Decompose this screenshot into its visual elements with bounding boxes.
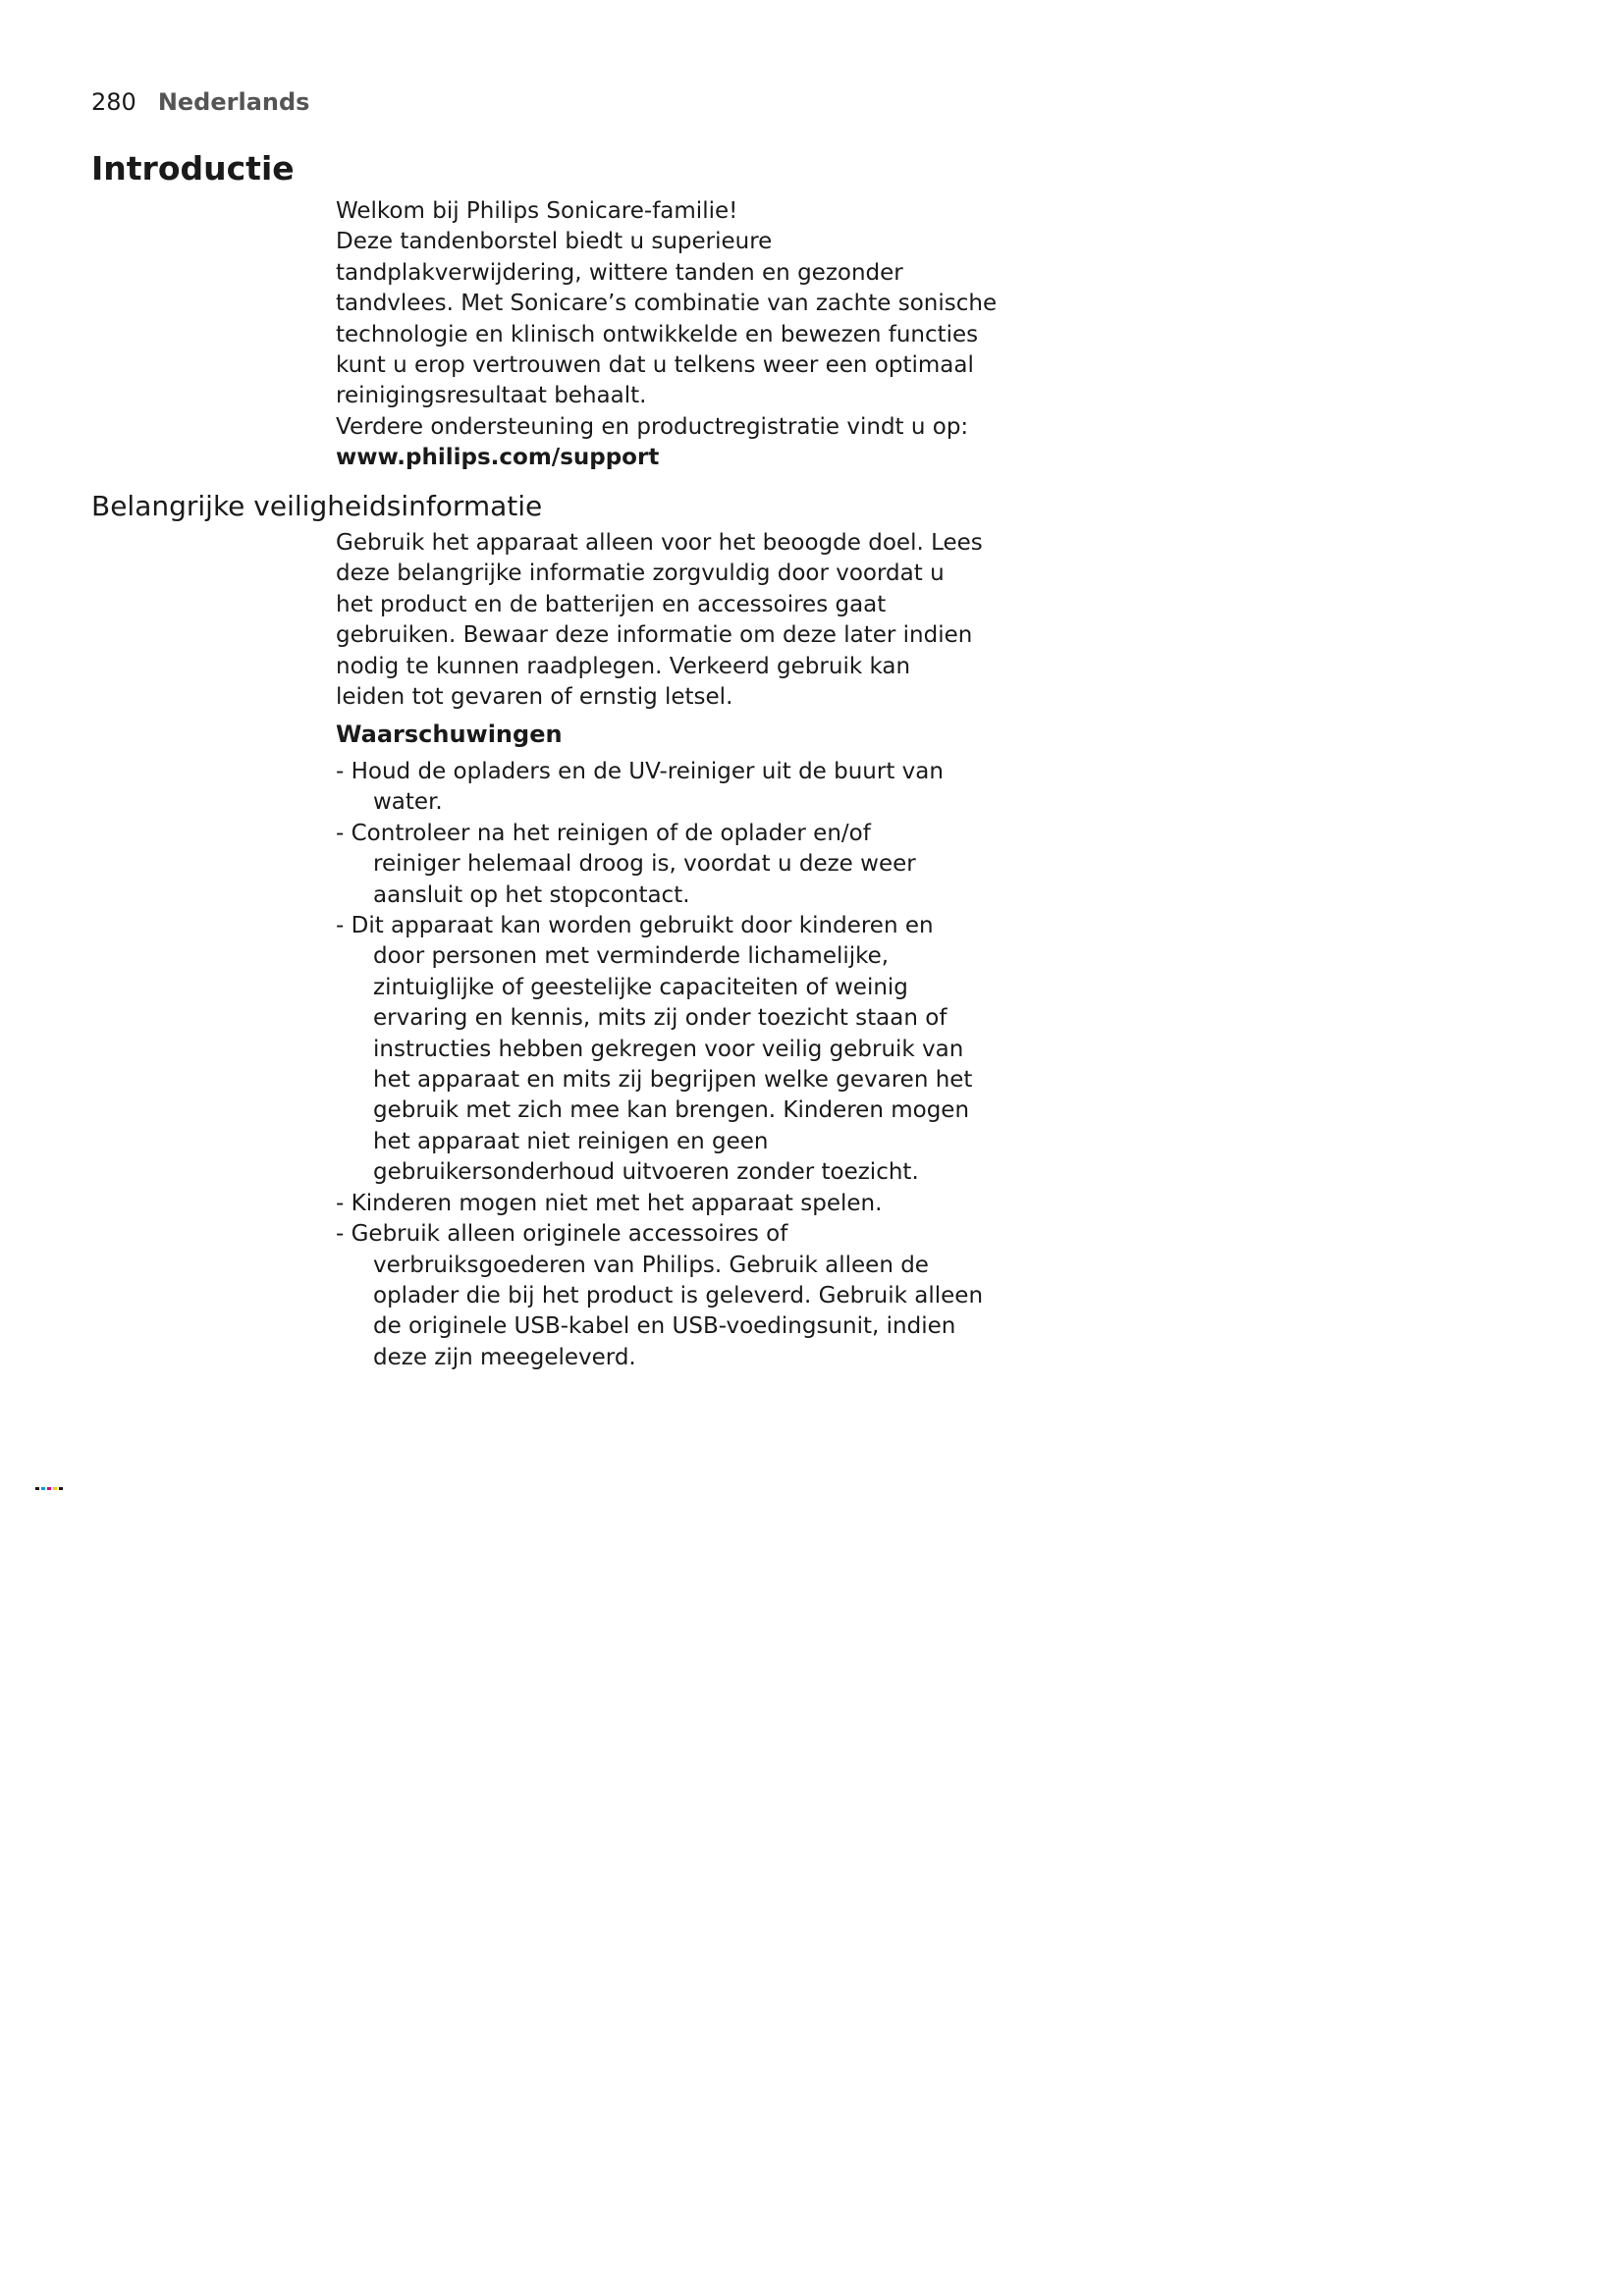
safety-line: Gebruik het apparaat alleen voor het beoogde doel. Lees (336, 530, 983, 556)
warnings-list (336, 757, 1023, 1373)
warning-item (336, 819, 1023, 911)
safety-line: leiden tot gevaren of ernstig letsel. (336, 684, 733, 711)
introduction-heading: Introductie (91, 149, 295, 187)
warning-continuation-line: het apparaat en mits zij begrijpen welke gevaren het (373, 1067, 973, 1094)
intro-line: tandvlees. Met Sonicare’s combinatie van zachte sonische (336, 291, 998, 317)
warning-continuation-line: water. (373, 789, 443, 816)
print-mark-swatch (47, 1487, 51, 1490)
warning-continuation-line: verbruiksgoederen van Philips. Gebruik alleen de (373, 1252, 929, 1278)
warning-continuation-line: oplader die bij het product is geleverd. Gebruik alleen (373, 1282, 984, 1308)
warning-continuation-line: het apparaat niet reinigen en geen (373, 1128, 769, 1154)
print-registration-marks (35, 1487, 63, 1490)
warning-first-line: - Kinderen mogen niet met het apparaat spelen. (336, 1190, 883, 1216)
intro-line: reinigingsresultaat behaalt. (336, 383, 647, 409)
safety-line: nodig te kunnen raadplegen. Verkeerd gebruik kan (336, 653, 911, 679)
support-link[interactable]: www.philips.com/support (336, 445, 660, 471)
intro-line: kunt u erop vertrouwen dat u telkens weer een optimaal (336, 352, 974, 379)
intro-line: Deze tandenborstel biedt u superieure (336, 229, 773, 255)
warning-continuation-line: de originele USB-kabel en USB-voedingsunit, indien (373, 1313, 956, 1340)
print-mark-swatch (35, 1487, 39, 1490)
intro-line: tandplakverwijdering, wittere tanden en gezonder (336, 259, 903, 286)
warning-item (336, 1219, 1023, 1373)
warning-continuation-line: reiniger helemaal droog is, voordat u deze weer (373, 851, 916, 878)
warning-first-line: - Controleer na het reinigen of de oplader en/of (336, 820, 871, 846)
warning-continuation-line: ervaring en kennis, mits zij onder toezicht staan of (373, 1005, 947, 1032)
warning-continuation-line: zintuiglijke of geestelijke capaciteiten of weinig (373, 974, 908, 1000)
language-label: Nederlands (157, 88, 310, 116)
print-mark-swatch (53, 1487, 57, 1490)
warning-continuation-line: door personen met verminderde lichamelijke, (373, 943, 890, 970)
page-number: 280 (91, 88, 136, 116)
safety-line: gebruiken. Bewaar deze informatie om deze later indien (336, 622, 973, 649)
warning-first-line: - Dit apparaat kan worden gebruikt door kinderen en (336, 913, 934, 939)
safety-body (336, 528, 1013, 713)
warning-continuation-line: gebruik met zich mee kan brengen. Kinderen mogen (373, 1097, 970, 1124)
safety-heading: Belangrijke veiligheidsinformatie (91, 490, 543, 522)
warning-continuation-line: instructies hebben gekregen voor veilig gebruik van (373, 1036, 964, 1062)
warning-item (336, 911, 1023, 1189)
warning-continuation-line: gebruikersonderhoud uitvoeren zonder toezicht. (373, 1159, 919, 1186)
page-header (91, 86, 309, 118)
warnings-heading: Waarschuwingen (336, 721, 563, 748)
safety-line: deze belangrijke informatie zorgvuldig door voordat u (336, 561, 945, 587)
warning-first-line: - Houd de opladers en de UV-reiniger uit de buurt van (336, 759, 944, 784)
warning-item (336, 757, 1023, 819)
print-mark-swatch (59, 1487, 63, 1490)
intro-line: technologie en klinisch ontwikkelde en bewezen functies (336, 321, 979, 347)
intro-line: Verdere ondersteuning en productregistratie vindt u op: (336, 413, 969, 440)
print-mark-swatch (41, 1487, 45, 1490)
safety-line: het product en de batterijen en accessoires gaat (336, 591, 887, 617)
warning-continuation-line: aansluit op het stopcontact. (373, 881, 690, 908)
warning-item (336, 1189, 1023, 1219)
introduction-body (336, 196, 1013, 474)
warning-continuation-line: deze zijn meegeleverd. (373, 1344, 636, 1370)
warning-first-line: - Gebruik alleen originele accessoires of (336, 1221, 788, 1248)
intro-line: Welkom bij Philips Sonicare-familie! (336, 198, 738, 224)
